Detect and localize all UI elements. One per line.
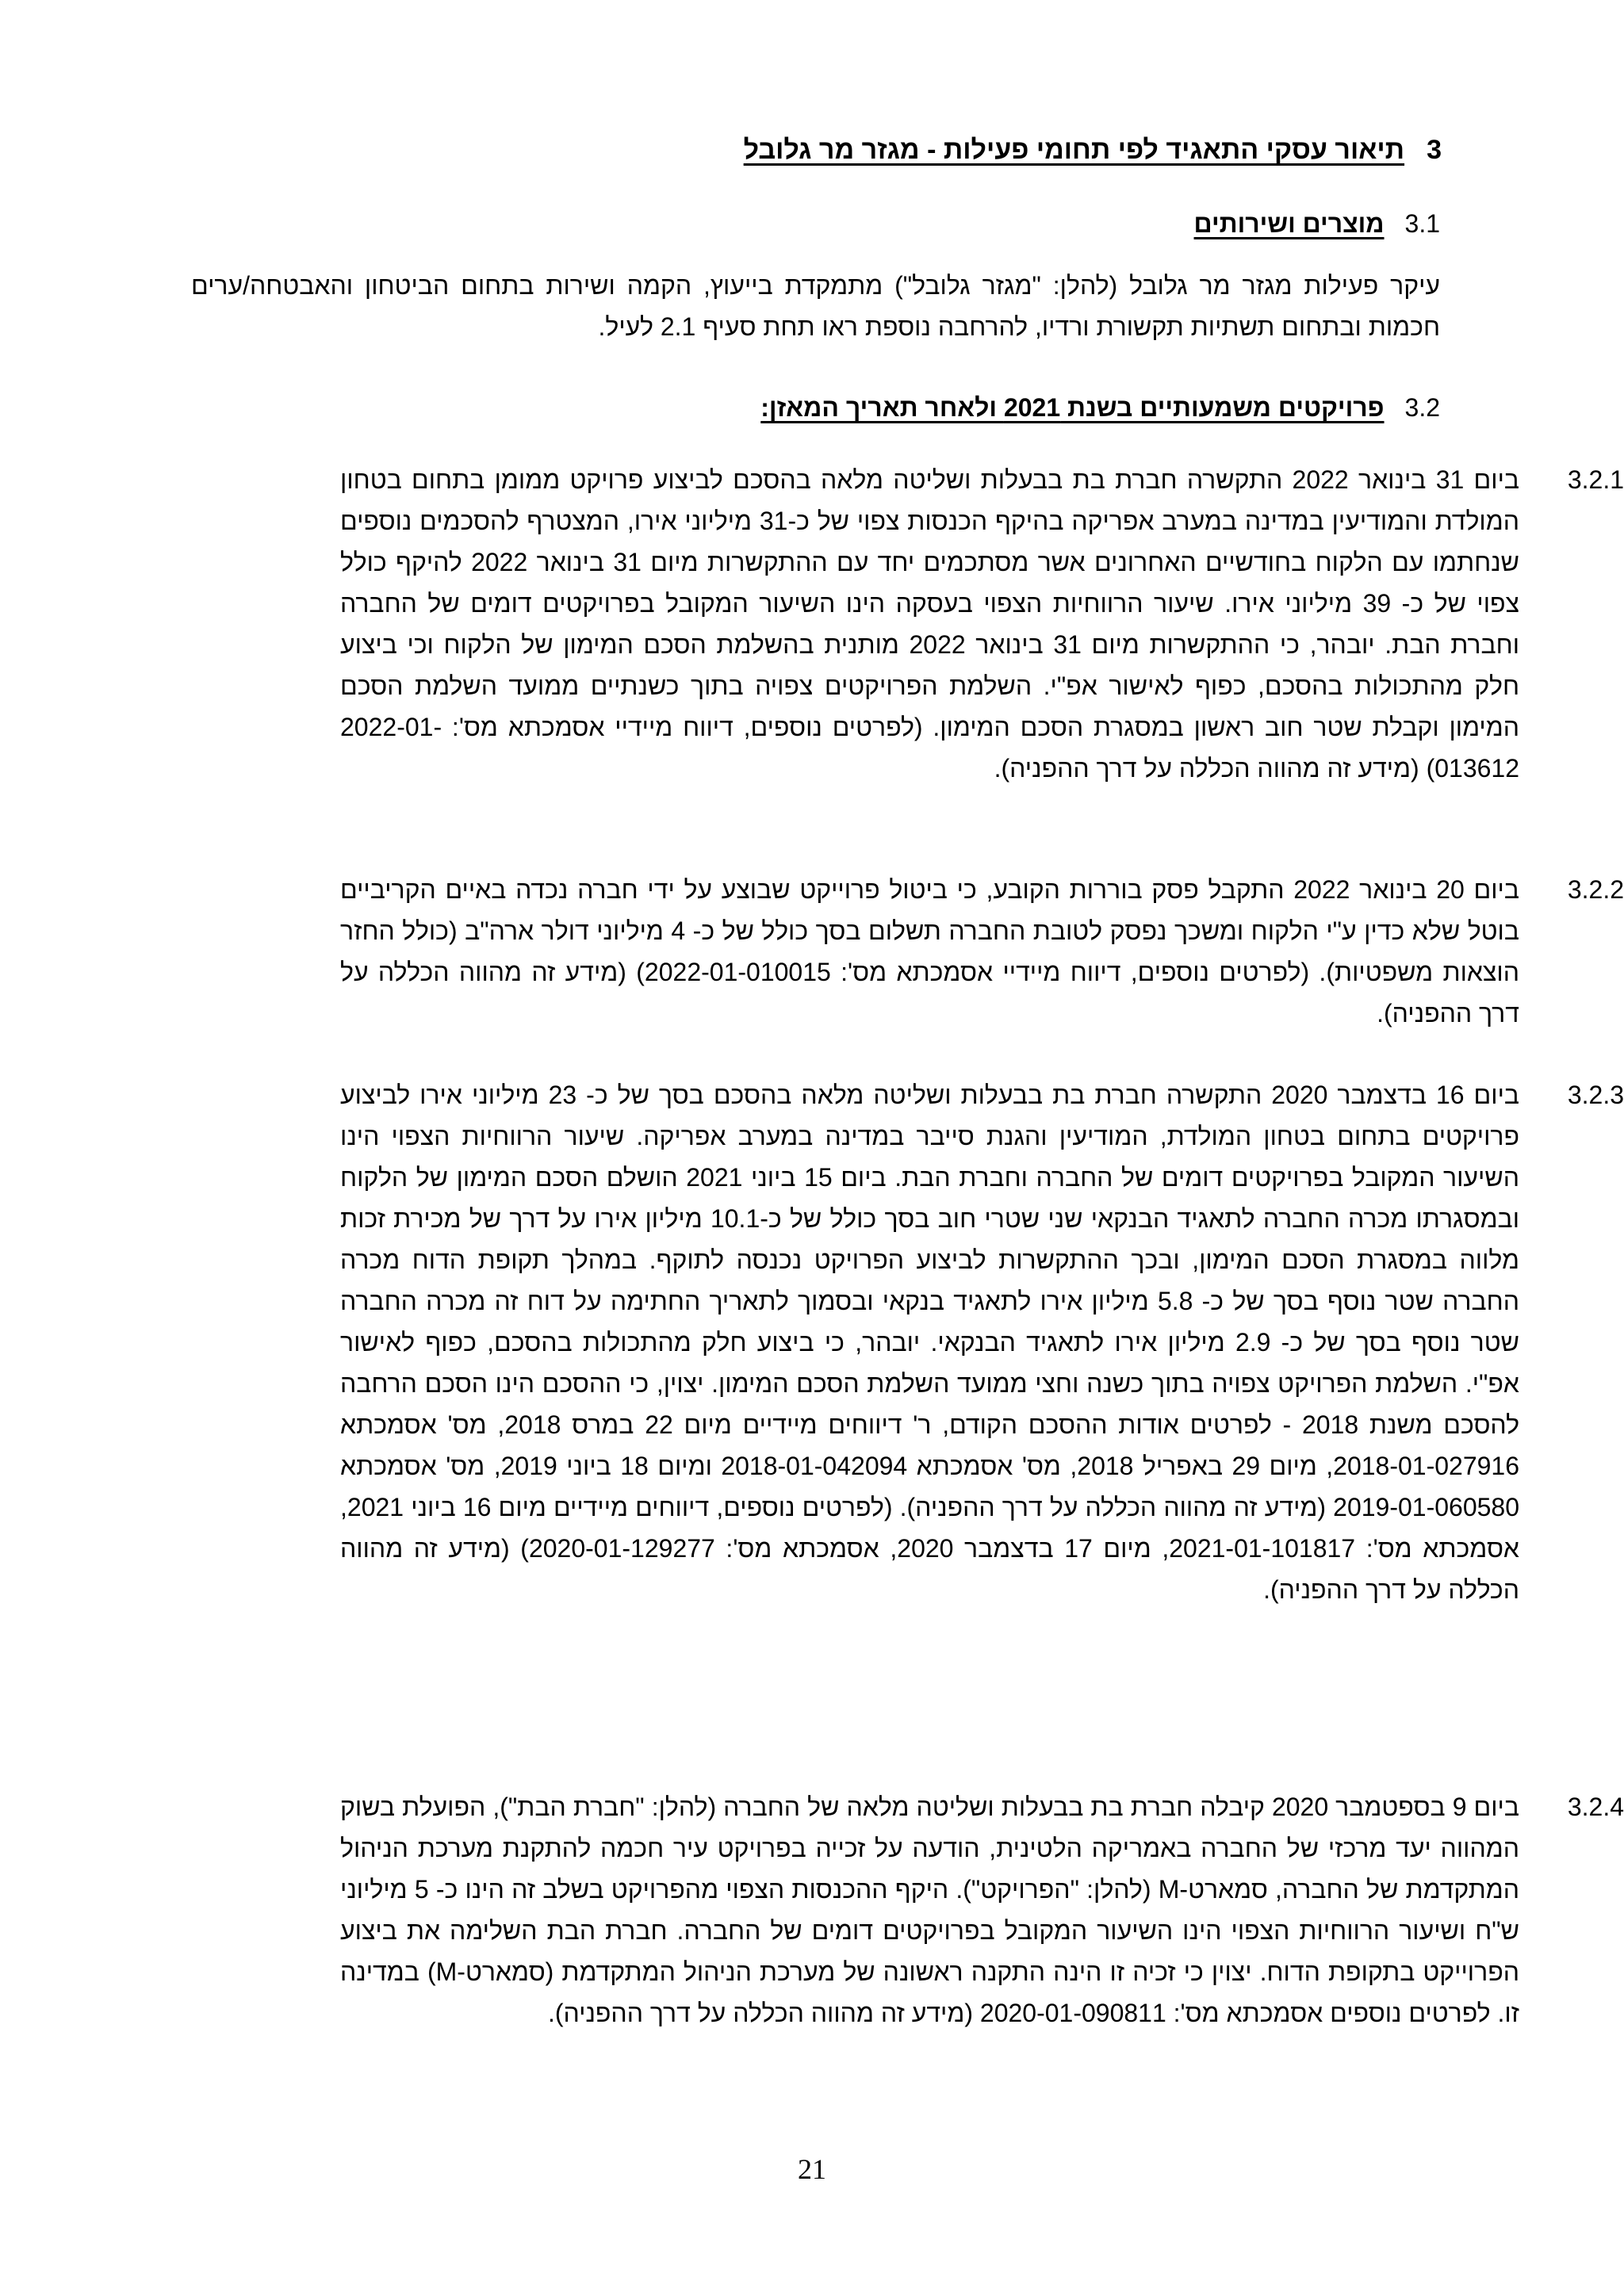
list-item-3-2-2 (117, 869, 1624, 1034)
subsection-number: 3.1 (1404, 209, 1440, 238)
subsection-title: פרויקטים משמעותיים בשנת 2021 ולאחר תאריך המאזן: (760, 393, 1385, 422)
item-number: 3.2.4 (1567, 1793, 1624, 1821)
page-number: 21 (798, 2153, 826, 2185)
subsection-heading-3-1 (92, 208, 1440, 239)
item-text: ביום 9 בספטמבר 2020 קיבלה חברת בת בבעלות ושליטה מלאה של החברה (להלן: "חברת הבת"), הפועלת בשוק המהווה יעד מרכזי של החברה באמריקה הלטינית, הודעה על זכייה בפרויקט עיר חכמה להתקנת מערכת הניהול המתקדמת של החברה, סמארט-M (להלן: "הפרויקט"). היקף ההכנסות הצפוי מהפרויקט בשלב זה הינו כ- 5 מיליוני ש"ח ושיעור הרווחיות הצפוי הינו השיעור המקובל בפרויקטים דומים של החברה. חברת הבת השלימה את ביצוע הפרוייקט בתקופת הדוח. יצוין כי זכיה זו הינה התקנה ראשונה של מערכת הניהול המתקדמת (סמארט-M) במדינה זו. לפרטים נוספים אסמכתא מס': 2020-01-090811 (מידע זה מהווה הכללה על דרך ההפניה). (340, 1793, 1520, 2027)
paragraph-3-1: עיקר פעילות מגזר מר גלובל (להלן: "מגזר גלובל") מתמקדת בייעוץ, הקמה ושירות בתחום הביטחון והאבטחה/ערים חכמות ובתחום תשתיות תקשורת ורדיו, להרחבה נוספת ראו תחת סעיף 2.1 לעיל. (191, 271, 1440, 341)
item-text: ביום 20 בינואר 2022 התקבל פסק בוררות הקובע, כי ביטול פרוייקט שבוצע על ידי חברה נכדה באיים הקריביים בוטל שלא כדין ע"י הלקוח ומשכך נפסק לטובת החברה תשלום בסך כולל של כ- 4 מיליוני דולר ארה"ב (כולל החזר הוצאות משפטיות). (לפרטים נוספים, דיווח מיידיי אסמכתא מס': 2022-01-010015) (מידע זה מהווה הכללה על דרך ההפניה). (340, 875, 1520, 1027)
item-number: 3.2.1 (1567, 465, 1624, 494)
subsection-heading-3-2 (92, 392, 1440, 423)
subsection-number: 3.2 (1404, 393, 1440, 422)
list-item-3-2-1 (117, 459, 1624, 789)
item-text: ביום 31 בינואר 2022 התקשרה חברת בת בבעלות ושליטה מלאה בהסכם לביצוע פרויקט ממומן בתחום בטחון המולדת והמודיעין במדינה במערב אפריקה בהיקף הכנסות צפוי של כ-31 מיליוני אירו, המצטרף להסכמים נוספים שנחתמו עם הלקוח בחודשיים האחרונים אשר מסתכמים יחד עם ההתקשרות מיום 31 בינואר 2022 להיקף כולל צפוי של כ- 39 מיליוני אירו. שיעור הרווחיות הצפוי בעסקה הינו השיעור המקובל בפרויקטים דומים של החברה וחברת הבת. יובהר, כי ההתקשרות מיום 31 בינואר 2022 מותנית בהשלמת הסכם המימון של הלקוח וכי ביצוע חלק מהתכולות בהסכם, כפוף לאישור אפ"י. השלמת הפרויקטים צפויה בתוך כשנתיים ממועד השלמת הסכם המימון וקבלת שטר חוב ראשון במסגרת הסכם המימון. (לפרטים נוספים, דיווח מיידיי אסמכתא מס': 2022-01-013612) (מידע זה מהווה הכללה על דרך ההפניה). (340, 465, 1520, 783)
item-text: ביום 16 בדצמבר 2020 התקשרה חברת בת בבעלות ושליטה מלאה בהסכם בסך של כ- 23 מיליוני אירו לביצוע פרויקטים בתחום בטחון המולדת, המודיעין והגנת סייבר במדינה במערב אפריקה. שיעור הרווחיות הצפוי הינו השיעור המקובל בפרויקטים דומים של החברה וחברת הבת. ביום 15 ביוני 2021 הושלם הסכם המימון של הלקוח ובמסגרתו מכרה החברה לתאגיד הבנקאי שני שטרי חוב בסך כולל של כ-10.1 מיליון אירו על דרך של מכירת זכות מלווה במסגרת הסכם המימון, ובכך ההתקשרות לביצוע הפרויקט נכנסה לתוקף. במהלך תקופת הדוח מכרה החברה שטר נוסף בסך של כ- 5.8 מיליון אירו לתאגיד בנקאי ובסמוך לתאריך החתימה על דוח זה מכרה החברה שטר נוסף בסך של כ- 2.9 מיליון אירו לתאגיד הבנקאי. יובהר, כי ביצוע חלק מהתכולות בהסכם, כפוף לאישור אפ"י. השלמת הפרויקט צפויה בתוך כשנה וחצי ממועד השלמת הסכם המימון. יצוין, כי ההסכם הינו הסכם הרחבה להסכם משנת 2018 - לפרטים אודות ההסכם הקודם, ר' דיווחים מיידיים מיום 22 במרס 2018, מס' אסמכתא 2018-01-027916, מיום 29 באפריל 2018, מס' אסמכתא 2018-01-042094 ומיום 18 ביוני 2019, מס' אסמכתא 2019-01-060580 (מידע זה מהווה הכללה על דרך ההפניה). (לפרטים נוספים, דיווחים מיידיים מיום 16 ביוני 2021, אסמכתא מס': 2021-01-101817, מיום 17 בדצמבר 2020, אסמכתא מס': 2020-01-129277) (מידע זה מהווה הכללה על דרך ההפניה). (340, 1081, 1520, 1604)
section-heading (173, 133, 1442, 166)
section-title: תיאור עסקי התאגיד לפי תחומי פעילות - מגזר מר גלובל (743, 135, 1405, 165)
item-number: 3.2.2 (1567, 875, 1624, 904)
section-number: 3 (1427, 135, 1442, 165)
subsection-title: מוצרים ושירותים (1193, 209, 1385, 238)
item-number: 3.2.3 (1567, 1081, 1624, 1109)
list-item-3-2-3 (117, 1074, 1624, 1610)
list-item-3-2-4 (117, 1786, 1624, 2034)
